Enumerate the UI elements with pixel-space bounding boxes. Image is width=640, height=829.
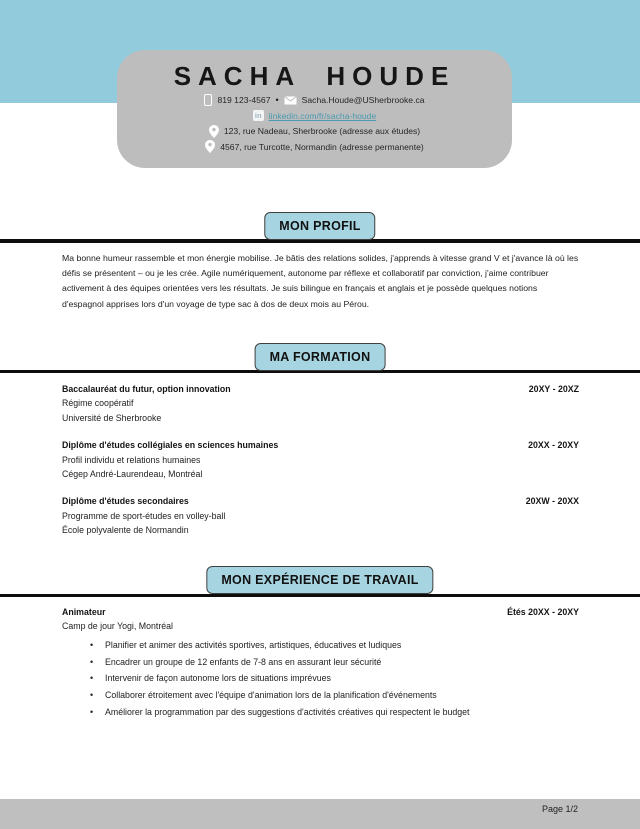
degree-title: Baccalauréat du futur, option innovation	[62, 384, 231, 394]
section-badge-education: MA FORMATION	[255, 343, 386, 371]
phone-icon	[204, 94, 212, 106]
education-section-body	[62, 382, 579, 551]
contact-line-phone-email	[117, 93, 512, 108]
job-dates: Étés 20XX - 20XY	[507, 607, 579, 617]
location-pin-icon	[209, 125, 219, 138]
experience-entry-head	[62, 605, 579, 619]
job-bullet	[62, 687, 579, 704]
location-pin-icon	[205, 140, 215, 153]
degree-dates: 20XY - 20XZ	[528, 384, 579, 394]
degree-title: Diplôme d'études secondaires	[62, 496, 189, 507]
footer-band	[0, 799, 640, 829]
job-employer: Camp de jour Yogi, Montréal	[62, 621, 174, 632]
job-bullet-list	[62, 637, 579, 721]
bullet-dot-icon: •	[90, 639, 94, 650]
email-address: Sacha.Houde@USherbrooke.ca	[301, 95, 425, 105]
degree-dates: 20XW - 20XX	[525, 496, 579, 507]
bullet-text: Encadrer un groupe de 12 enfants de 7-8 ans en assurant leur sécurité	[105, 656, 382, 667]
education-entry-head	[62, 494, 579, 508]
header-card	[117, 50, 512, 168]
job-bullet	[62, 637, 579, 654]
contact-line-address-studies	[117, 124, 512, 139]
section-badge-profile: MON PROFIL	[264, 212, 375, 240]
job-role: Animateur	[62, 607, 106, 617]
degree-institution: Université de Sherbrooke	[62, 412, 162, 423]
bullet-dot-icon: •	[90, 689, 94, 700]
linkedin-link[interactable]: linkedin.com/fr/sacha-houde	[268, 110, 377, 121]
degree-institution: École polyvalente de Normandin	[62, 525, 189, 536]
job-bullet	[62, 670, 579, 687]
bullet-text: Collaborer étroitement avec l'équipe d'animation lors de la planification d'événements	[105, 689, 437, 700]
candidate-name: SACHA HOUDE	[173, 61, 456, 91]
profile-paragraph: Ma bonne humeur rassemble et mon énergie mobilise. Je bâtis des relations solides, j'apprends à vitesse grand V et j'avance là où les défis se présentent – ou je les crée. Agile numériquement, autonome par réflexe et collaboratif par conviction, j'aime contribuer activement à des équipes orientées vers les résultats. Je suis bilingue en français et anglais et je possède quelques notions d'espagnol apprises lors d'un voyage de type sac à dos de deux mois au Pérou.	[62, 253, 579, 309]
experience-entry	[62, 605, 579, 720]
bullet-text: Améliorer la programmation par des suggestions d'activités créatives qui respectent le budget	[105, 706, 470, 717]
education-entry-head	[62, 438, 579, 452]
job-bullet	[62, 704, 579, 721]
envelope-icon	[284, 96, 297, 105]
address-studies: 123, rue Nadeau, Sherbrooke (adresse aux études)	[223, 126, 421, 136]
degree-institution: Cégep André-Laurendeau, Montréal	[62, 469, 203, 480]
bullet-text: Planifier et animer des activités sportives, artistiques, éducatives et ludiques	[105, 639, 402, 650]
bullet-dot-icon: •	[90, 673, 94, 684]
degree-dates: 20XX - 20XY	[528, 440, 579, 451]
bullet-text: Intervenir de façon autonome lors de situations imprévues	[105, 673, 331, 684]
address-permanent: 4567, rue Turcotte, Normandin (adresse permanente)	[220, 141, 424, 152]
contact-line-linkedin	[117, 108, 512, 123]
degree-detail: Régime coopératif	[62, 398, 134, 409]
separator-dot: •	[275, 95, 279, 105]
profile-section-body	[62, 251, 579, 312]
page-number: Page 1/2	[541, 804, 578, 814]
bullet-dot-icon: •	[90, 706, 94, 717]
education-entry	[62, 494, 579, 537]
education-entry-head	[62, 382, 579, 396]
education-entry	[62, 438, 579, 481]
degree-detail: Profil individu et relations humaines	[62, 454, 201, 465]
education-entry	[62, 382, 579, 425]
section-rule-experience	[0, 594, 640, 598]
section-badge-experience: MON EXPÉRIENCE DE TRAVAIL	[206, 566, 433, 594]
linkedin-icon: in	[253, 110, 264, 121]
job-bullet	[62, 654, 579, 671]
bullet-dot-icon: •	[90, 656, 94, 667]
experience-section-body	[62, 605, 579, 733]
degree-detail: Programme de sport-études en volley-ball	[62, 510, 226, 521]
contact-line-address-permanent	[117, 139, 512, 154]
phone-number: 819 123-4567	[217, 95, 271, 105]
degree-title: Diplôme d'études collégiales en sciences humaines	[62, 440, 279, 451]
